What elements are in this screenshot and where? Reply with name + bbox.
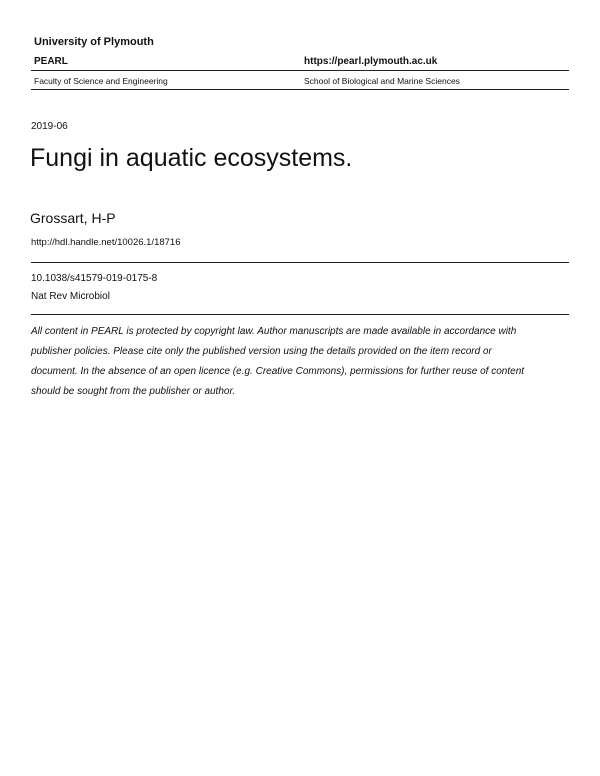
notice-line: should be sought from the publisher or author. [31,386,236,397]
repository-name: PEARL [34,56,68,67]
divider-line [31,262,569,263]
notice-line: publisher policies. Please cite only the published version using the details provided on the item record or [31,346,492,357]
divider-line [31,89,569,90]
publication-date: 2019-06 [31,121,68,132]
journal-name: Nat Rev Microbiol [31,291,110,302]
institution-name: University of Plymouth [34,36,154,48]
document-title: Fungi in aquatic ecosystems. [30,144,353,172]
notice-line: document. In the absence of an open licence (e.g. Creative Commons), permissions for further reuse of content [31,366,525,377]
notice-line: All content in PEARL is protected by copyright law. Author manuscripts are made available in accordance with [31,326,517,337]
department-row [34,76,569,88]
faculty-name: Faculty of Science and Engineering [34,76,168,86]
divider-line [31,70,569,71]
author-name: Grossart, H-P [30,210,116,226]
divider-line [31,314,569,315]
school-name: School of Biological and Marine Sciences [304,76,460,86]
repository-url-link[interactable]: https://pearl.plymouth.ac.uk [304,56,438,67]
handle-link[interactable]: http://hdl.handle.net/10026.1/18716 [31,237,181,248]
doi-text: 10.1038/s41579-019-0175-8 [31,273,158,284]
copyright-notice [31,322,571,402]
repository-row [34,56,569,70]
